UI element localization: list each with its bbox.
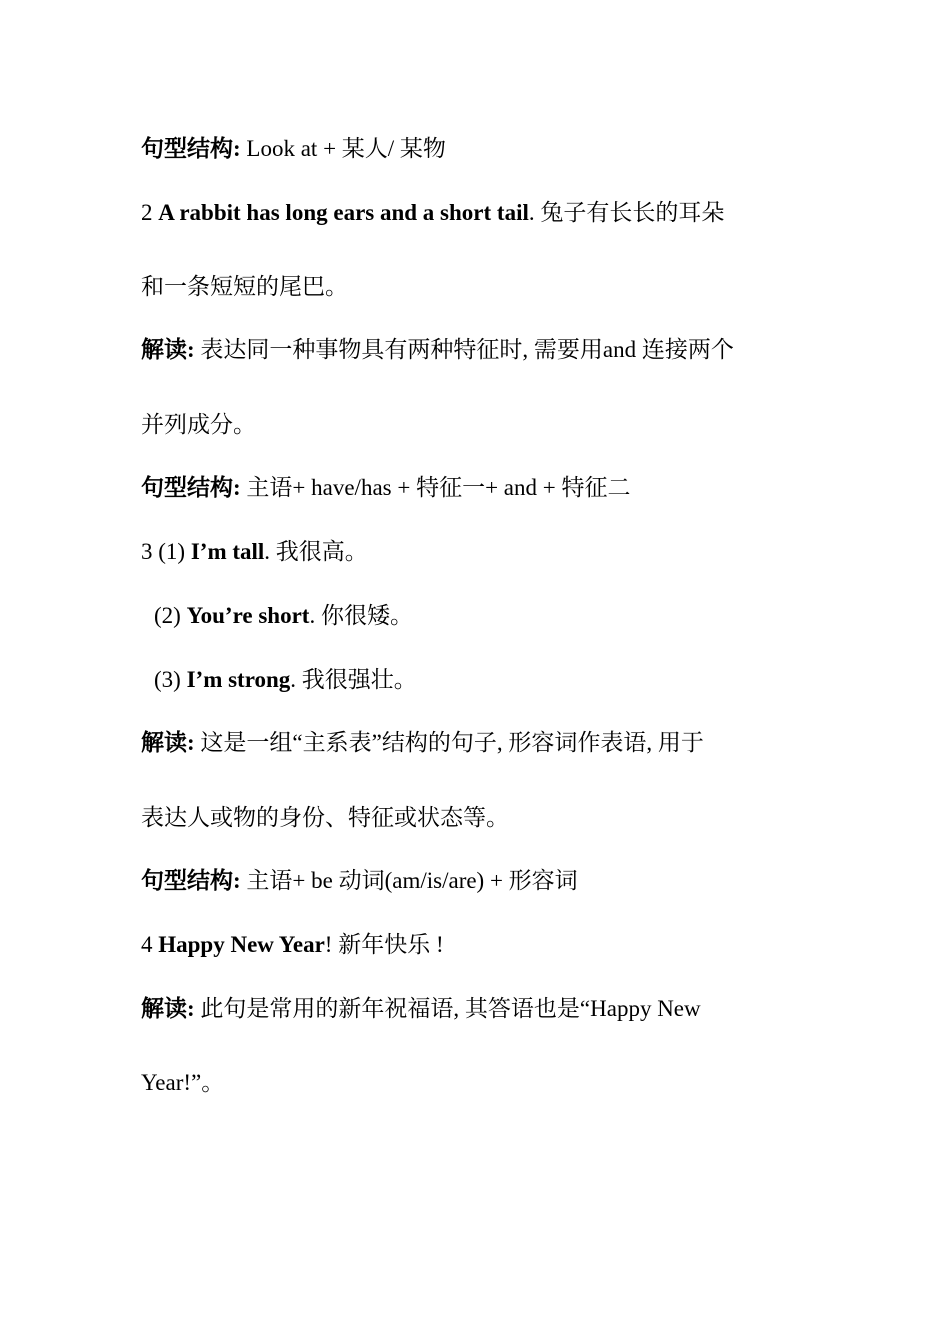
explanation-label: 解读: xyxy=(141,730,195,755)
explanation-3-continued xyxy=(141,803,509,833)
translation: . 你很矮。 xyxy=(309,603,413,628)
translation: ! 新年快乐 ! xyxy=(324,932,444,957)
translation-continued: 和一条短短的尾巴。 xyxy=(141,274,348,299)
pattern-line-2 xyxy=(141,473,630,503)
item-number: (2) xyxy=(154,603,187,628)
translation: . 我很高。 xyxy=(264,539,368,564)
sentence-3-1 xyxy=(141,537,368,567)
explanation-text: 这是一组“主系表”结构的句子, 形容词作表语, 用于 xyxy=(194,730,704,755)
item-number: 3 (1) xyxy=(141,539,191,564)
explanation-text: 此句是常用的新年祝福语, 其答语也是“Happy New xyxy=(194,996,701,1021)
pattern-line-3 xyxy=(141,866,578,896)
item-number: 2 xyxy=(141,200,159,225)
explanation-4 xyxy=(141,994,701,1024)
explanation-2 xyxy=(141,335,734,365)
explanation-text: 表达同一种事物具有两种特征时, 需要用and 连接两个 xyxy=(194,337,734,362)
sentence-2 xyxy=(141,198,724,228)
explanation-2-continued xyxy=(141,410,256,440)
pattern-label: 句型结构: xyxy=(141,136,241,161)
english-sentence: I’m tall xyxy=(190,539,265,564)
pattern-label: 句型结构: xyxy=(141,475,241,500)
english-sentence: Happy New Year xyxy=(158,932,325,957)
explanation-text-continued: 表达人或物的身份、特征或状态等。 xyxy=(141,805,509,830)
sentence-3-2 xyxy=(154,601,413,631)
explanation-3 xyxy=(141,728,704,758)
english-sentence: I’m strong xyxy=(186,667,291,692)
english-sentence: A rabbit has long ears and a short tail xyxy=(158,200,529,225)
pattern-line-1 xyxy=(141,134,446,164)
explanation-text-continued: 并列成分。 xyxy=(141,412,256,437)
pattern-text: 主语+ have/has + 特征一+ and + 特征二 xyxy=(240,475,631,500)
sentence-2-continued xyxy=(141,272,348,302)
translation: . 兔子有长长的耳朵 xyxy=(528,200,725,225)
explanation-4-continued xyxy=(141,1068,224,1098)
item-number: 4 xyxy=(141,932,159,957)
translation: . 我很强壮。 xyxy=(290,667,417,692)
english-sentence: You’re short xyxy=(186,603,310,628)
pattern-text: Look at + 某人/ 某物 xyxy=(240,136,446,161)
sentence-4 xyxy=(141,930,444,960)
explanation-label: 解读: xyxy=(141,996,195,1021)
explanation-text-continued: Year!”。 xyxy=(141,1070,225,1095)
explanation-label: 解读: xyxy=(141,337,195,362)
sentence-3-3 xyxy=(154,665,417,695)
pattern-label: 句型结构: xyxy=(141,868,241,893)
item-number: (3) xyxy=(154,667,187,692)
pattern-text: 主语+ be 动词(am/is/are) + 形容词 xyxy=(240,868,578,893)
